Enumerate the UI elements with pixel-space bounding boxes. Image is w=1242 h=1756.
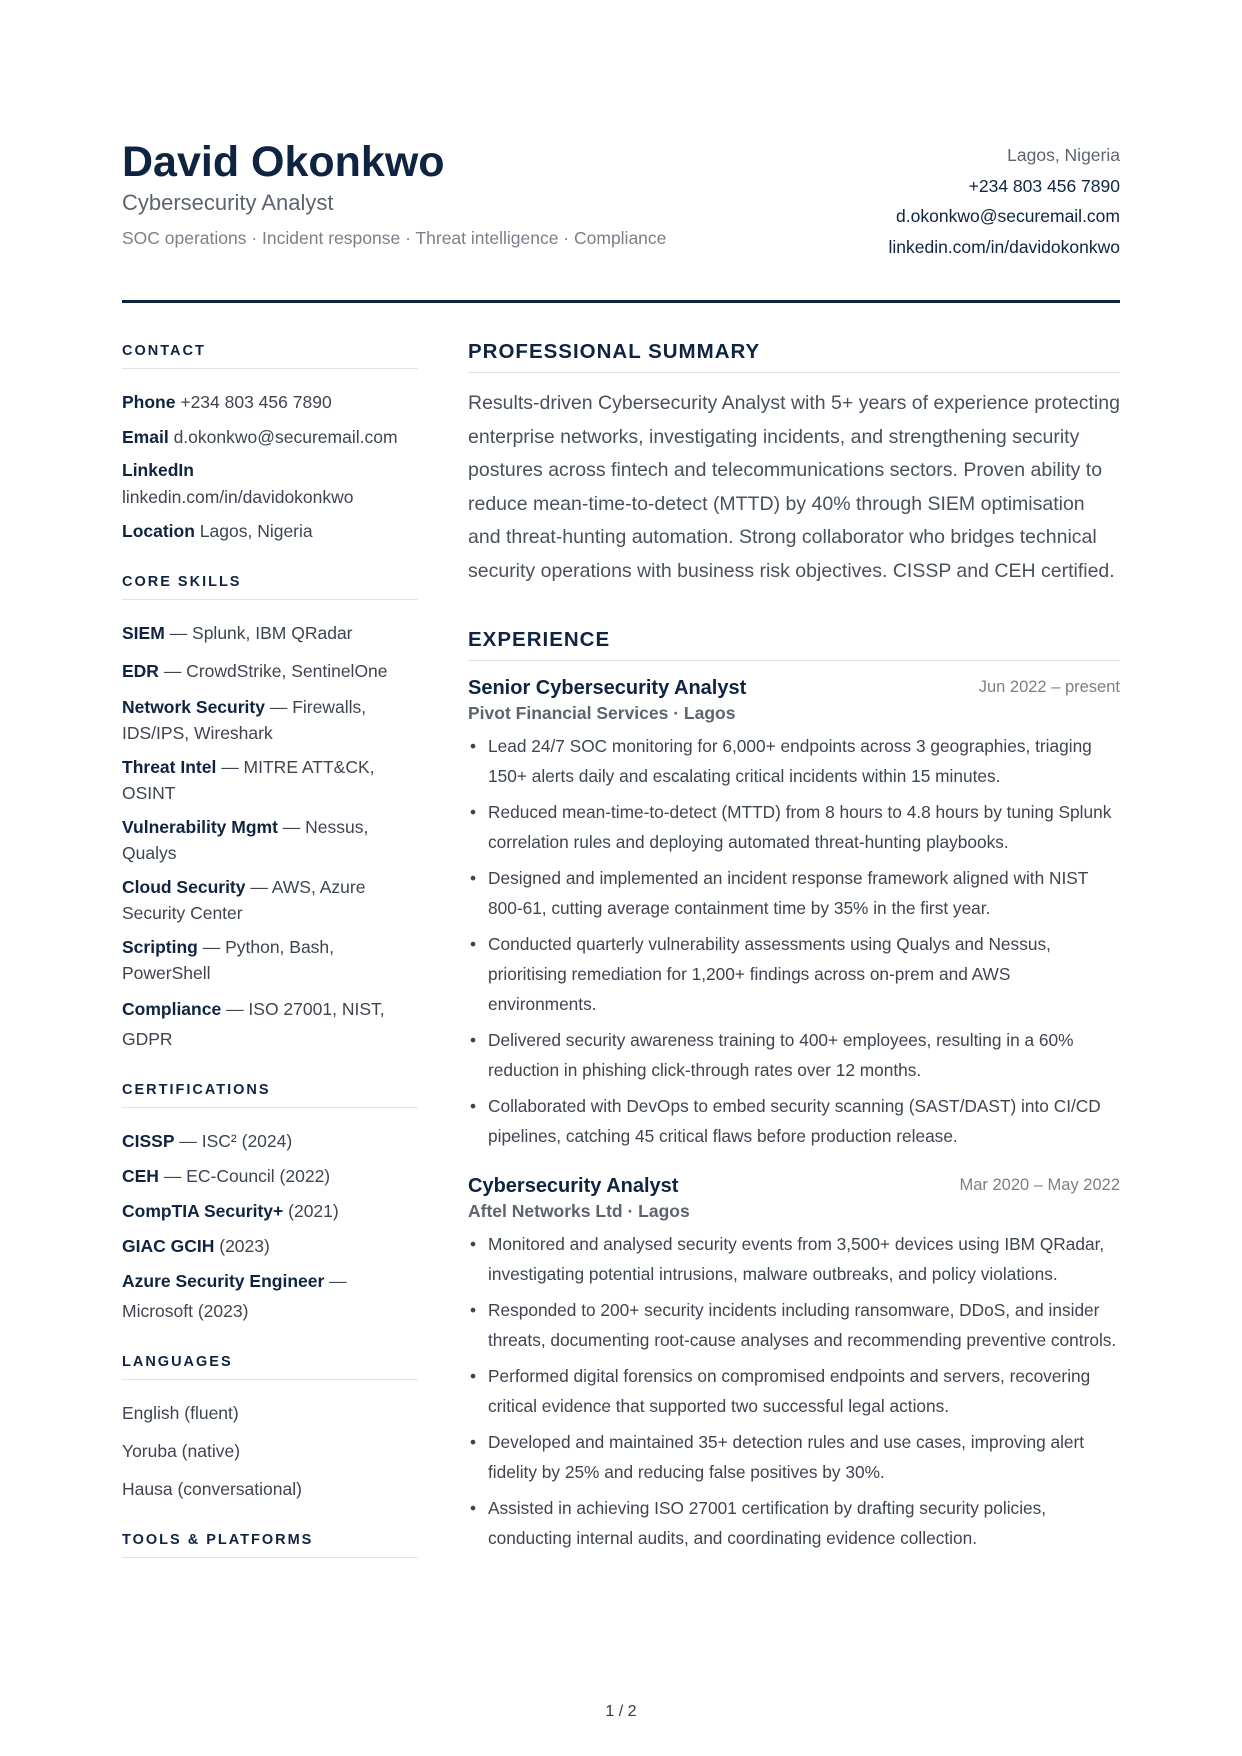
contact-email xyxy=(122,422,418,452)
job-bullet: • Monitored and analysed security events from 3,500+ devices using IBM QRadar, investigating potential intrusions, malware outbreaks, and policy violations. xyxy=(468,1229,1120,1289)
candidate-name: David Okonkwo xyxy=(122,138,445,186)
skill-item xyxy=(122,618,418,648)
cert-item xyxy=(122,1126,418,1156)
skill-item xyxy=(122,934,418,986)
job-header xyxy=(468,675,1120,701)
skill-item xyxy=(122,754,418,806)
language-item: English (fluent) xyxy=(122,1403,239,1423)
page-number: 1 / 2 xyxy=(605,1703,637,1720)
job-bullet: • Conducted quarterly vulnerability assessments using Qualys and Nessus, prioritising remediation for 1,200+ findings across on-prem and AWS environments. xyxy=(468,929,1120,1019)
cert-issuer: — Microsoft (2023) xyxy=(122,1271,347,1321)
skill-item xyxy=(122,656,418,686)
header-linkedin[interactable]: linkedin.com/in/davidokonkwo xyxy=(888,236,1120,257)
contact-value[interactable]: d.okonkwo@securemail.com xyxy=(168,427,398,447)
job-bullet: • Performed digital forensics on compromised endpoints and servers, recovering critical evidence that supported two successful legal actions. xyxy=(468,1361,1120,1421)
cert-name: CISSP xyxy=(122,1131,175,1151)
contact-label: Phone xyxy=(122,392,176,412)
header-location: Lagos, Nigeria xyxy=(1007,145,1120,165)
cert-item xyxy=(122,1231,418,1261)
summary-text: Results-driven Cybersecurity Analyst with 5+ years of experience protecting enterprise networks, investigating incidents, and strengthening security postures across fintech and telecommunications sectors. Proven ability to reduce mean-time-to-detect (MTTD) by 40% through SIEM optimisation and threat-hunting automation. Strong collaborator who bridges technical security operations with business risk objectives. CISSP and CEH certified. xyxy=(468,392,1120,582)
cert-name: CompTIA Security+ xyxy=(122,1201,284,1221)
job-bullet: • Delivered security awareness training to 400+ employees, resulting in a 60% reduction in phishing click-through rates over 12 months. xyxy=(468,1025,1120,1085)
skill-tools: — Nessus, Qualys xyxy=(122,817,369,863)
contact-location xyxy=(122,516,418,546)
contact-section xyxy=(122,342,418,546)
tools-section xyxy=(122,1531,418,1558)
skill-name: Vulnerability Mgmt xyxy=(122,817,278,837)
main-content xyxy=(468,340,1120,1575)
languages-heading: LANGUAGES xyxy=(122,1353,418,1380)
header-divider xyxy=(122,300,1120,303)
job-header xyxy=(468,1173,1120,1199)
job-title: Cybersecurity Analyst xyxy=(468,1175,679,1197)
skill-item xyxy=(122,994,418,1054)
candidate-tagline: SOC operations · Incident response · Threat intelligence · Compliance xyxy=(122,228,667,248)
skill-tools: — AWS, Azure Security Center xyxy=(122,877,366,923)
skill-name: Scripting xyxy=(122,937,198,957)
skills-heading: CORE SKILLS xyxy=(122,573,418,600)
skill-tools: — MITRE ATT&CK, OSINT xyxy=(122,757,375,803)
skill-item xyxy=(122,694,418,746)
job-bullet: • Responded to 200+ security incidents including ransomware, DDoS, and insider threats, documenting root-cause analyses and recommending preventive controls. xyxy=(468,1295,1120,1355)
language-item: Hausa (conversational) xyxy=(122,1479,302,1499)
job-bullet: • Lead 24/7 SOC monitoring for 6,000+ endpoints across 3 geographies, triaging 150+ alerts daily and escalating critical incidents within 15 minutes. xyxy=(468,731,1120,791)
sidebar xyxy=(122,342,418,1585)
job-date: Jun 2022 – present xyxy=(978,678,1120,696)
job-bullet: • Developed and maintained 35+ detection rules and use cases, improving alert fidelity by 25% and reducing false positives by 30%. xyxy=(468,1427,1120,1487)
cert-name: CEH xyxy=(122,1166,159,1186)
skill-tools: — CrowdStrike, SentinelOne xyxy=(158,661,388,681)
language-item: Yoruba (native) xyxy=(122,1441,241,1461)
skill-tools: — Python, Bash, PowerShell xyxy=(122,937,335,983)
job-bullets xyxy=(468,731,1120,1151)
resume-header xyxy=(122,138,1120,308)
contact-value: Lagos, Nigeria xyxy=(194,521,313,541)
languages-section xyxy=(122,1353,418,1504)
tools-heading: TOOLS & PLATFORMS xyxy=(122,1531,418,1558)
certifications-heading: CERTIFICATIONS xyxy=(122,1081,418,1108)
skill-name: Threat Intel xyxy=(122,757,217,777)
cert-name: GIAC GCIH xyxy=(122,1236,215,1256)
skills-section xyxy=(122,573,418,1054)
job-org: Pivot Financial Services · Lagos xyxy=(468,703,736,723)
job-bullets xyxy=(468,1229,1120,1553)
job-bullet: • Assisted in achieving ISO 27001 certification by drafting security policies, conducting internal audits, and coordinating evidence collection. xyxy=(468,1493,1120,1553)
skill-name: EDR xyxy=(122,661,159,681)
cert-issuer: — ISC² (2024) xyxy=(174,1131,293,1151)
skill-tools: — ISO 27001, NIST, GDPR xyxy=(122,999,385,1049)
header-email[interactable]: d.okonkwo@securemail.com xyxy=(896,206,1120,226)
contact-label: Email xyxy=(122,427,169,447)
contact-label: LinkedIn xyxy=(122,460,194,480)
skill-name: Network Security xyxy=(122,697,265,717)
skill-tools: — Firewalls, IDS/IPS, Wireshark xyxy=(122,697,367,743)
contact-heading: CONTACT xyxy=(122,342,418,369)
header-contact xyxy=(888,140,1120,262)
summary-section xyxy=(468,340,1120,588)
skill-item xyxy=(122,814,418,866)
candidate-role: Cybersecurity Analyst xyxy=(122,190,334,215)
cert-item xyxy=(122,1266,418,1326)
cert-issuer: (2021) xyxy=(283,1201,339,1221)
experience-heading: EXPERIENCE xyxy=(468,628,1120,661)
skill-tools: — Splunk, IBM QRadar xyxy=(164,623,353,643)
cert-item xyxy=(122,1161,418,1191)
contact-value[interactable]: linkedin.com/in/davidokonkwo xyxy=(122,487,354,507)
skill-name: Cloud Security xyxy=(122,877,246,897)
job-org: Aftel Networks Ltd · Lagos xyxy=(468,1201,690,1221)
certifications-section xyxy=(122,1081,418,1326)
skill-name: Compliance xyxy=(122,999,222,1019)
cert-issuer: — EC-Council (2022) xyxy=(158,1166,331,1186)
job-title: Senior Cybersecurity Analyst xyxy=(468,677,747,699)
cert-item xyxy=(122,1196,418,1226)
job-entry xyxy=(468,1173,1120,1553)
summary-heading: PROFESSIONAL SUMMARY xyxy=(468,340,1120,373)
job-bullet: • Designed and implemented an incident response framework aligned with NIST 800-61, cutting average containment time by 35% in the first year. xyxy=(468,863,1120,923)
header-phone[interactable]: +234 803 456 7890 xyxy=(968,175,1120,196)
job-date: Mar 2020 – May 2022 xyxy=(959,1176,1120,1194)
experience-section xyxy=(468,628,1120,1553)
skill-item xyxy=(122,874,418,926)
job-bullet: • Reduced mean-time-to-detect (MTTD) from 8 hours to 4.8 hours by tuning Splunk correlation rules and deploying automated threat-hunting playbooks. xyxy=(468,797,1120,857)
cert-name: Azure Security Engineer xyxy=(122,1271,325,1291)
job-bullet: • Collaborated with DevOps to embed security scanning (SAST/DAST) into CI/CD pipelines, catching 45 critical flaws before production release. xyxy=(468,1091,1120,1151)
contact-phone xyxy=(122,387,418,417)
contact-value[interactable]: +234 803 456 7890 xyxy=(175,392,332,412)
job-entry xyxy=(468,675,1120,1151)
contact-label: Location xyxy=(122,521,195,541)
skill-name: SIEM xyxy=(122,623,165,643)
contact-linkedin xyxy=(122,457,418,511)
cert-issuer: (2023) xyxy=(214,1236,270,1256)
